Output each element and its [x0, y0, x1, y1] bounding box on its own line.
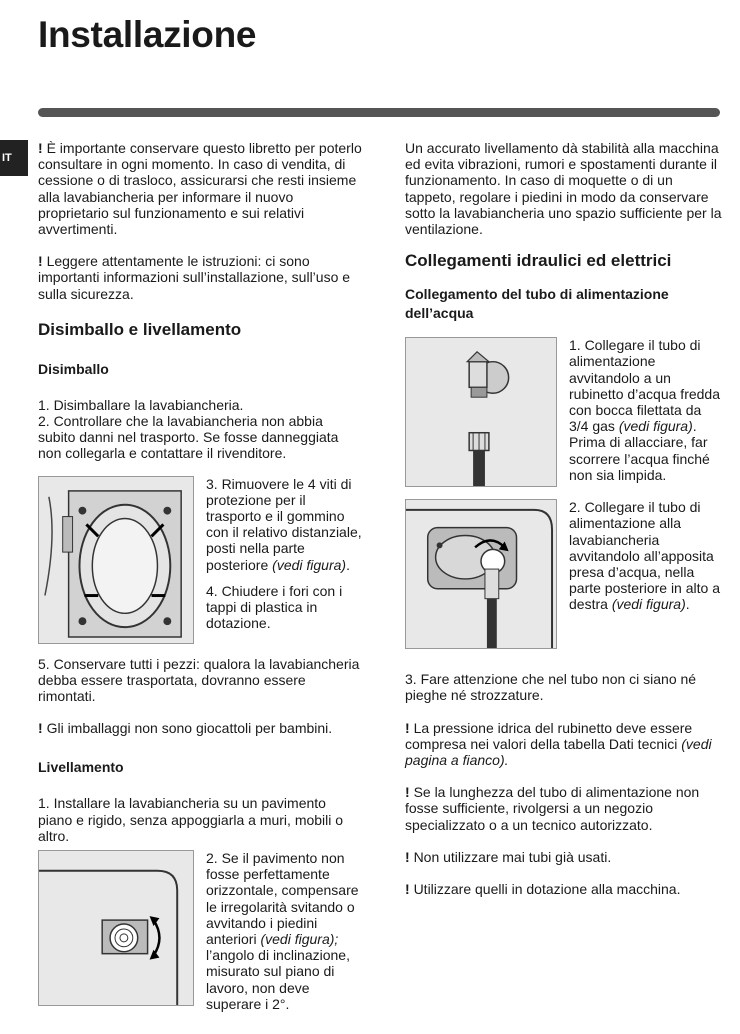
- warning-icon: !: [405, 784, 410, 801]
- hose-step-2: 2. Collegare il tubo di alimentazione alla lavabiancheria avvitandolo all’apposita presa d’acqua, nella parte posteriore in alto a destra (vedi figura).: [569, 499, 720, 613]
- figure-row-inlet: [405, 499, 723, 649]
- figure-row-rear-screws: [38, 476, 364, 644]
- pressure-warning: ! La pressione idrica del rubinetto deve essere compresa nei valori della tabella Dati tecnici (vedi pagina a fianco).: [405, 719, 712, 769]
- unpack-steps: 1. Disimballare la lavabiancheria. 2. Controllare che la lavabiancheria non abbia subito danni nel trasporto. Se fosse danneggiata non collegarla e contattare il rivenditore.: [38, 396, 339, 462]
- rear-screws-text: [206, 476, 364, 644]
- section-heading-connections: Collegamenti idraulici ed elettrici: [405, 251, 672, 271]
- subsection-heading-leveling: Livellamento: [38, 759, 124, 776]
- warning-icon: !: [38, 720, 43, 737]
- section-heading-unpacking-leveling: Disimballo e livellamento: [38, 319, 242, 339]
- feet-text: [206, 850, 364, 1022]
- inlet-text: [569, 499, 723, 649]
- water-tap-figure: [405, 337, 557, 487]
- subsection-heading-unpacking: Disimballo: [38, 360, 109, 377]
- warning-icon: !: [405, 848, 410, 865]
- figure-row-tap: [405, 337, 723, 487]
- supplied-hose-note: ! Utilizzare quelli in dotazione alla macchina.: [405, 881, 681, 898]
- warning-icon: !: [38, 253, 43, 270]
- intro-note-2: ! Leggere attentamente le istruzioni: ci sono importanti informazioni sull’installazione, sull’uso e sulla sicurezza.: [38, 253, 351, 302]
- adjustable-feet-figure: [38, 850, 194, 1006]
- figure-row-feet: [38, 850, 364, 1022]
- leveling-paragraph: Un accurato livellamento dà stabilità alla macchina ed evita vibrazioni, rumori e spostamenti durante il funzionamento. In caso di moquette o di un tappeto, regolare i piedini in modo da conservare sotto la lavabiancheria uno spazio sufficiente per la ventilazione.: [405, 140, 722, 238]
- tap-text: [569, 337, 723, 487]
- step-4: 4. Chiudere i fori con i tappi di plastica in dotazione.: [206, 582, 343, 632]
- used-hose-warning: ! Non utilizzare mai tubi già usati.: [405, 848, 612, 865]
- hose-length-warning: ! Se la lunghezza del tubo di alimentazione non fosse sufficiente, rivolgersi a un negozio specializzato o a un tecnico autorizzato.: [405, 784, 700, 833]
- page-title: Installazione: [38, 14, 257, 55]
- level-step-1: 1. Installare la lavabiancheria su un pavimento piano e rigido, senza appoggiarla a muri, mobili o altro.: [38, 795, 344, 844]
- warning-icon: !: [38, 140, 43, 156]
- water-inlet-figure: [405, 499, 557, 649]
- level-step-2: 2. Se il pavimento non fosse perfettamente orizzontale, compensare le irregolarità svitando o avvitando i piedini anteriori (vedi figura); l’angolo di inclinazione, misurato sul piano di lavoro, non deve superare i 2°.: [206, 850, 359, 1012]
- rear-screws-figure: [38, 476, 194, 644]
- warning-icon: !: [405, 719, 410, 736]
- step-5: 5. Conservare tutti i pezzi: qualora la lavabiancheria debba essere trasportata, dovranno essere rimontati.: [38, 655, 360, 705]
- hose-step-1: 1. Collegare il tubo di alimentazione avvitandolo a un rubinetto d’acqua fredda con bocca filettata da 3/4 gas (vedi figura). Prima di allacciare, far scorrere l’acqua finché non sia limpida.: [569, 337, 720, 483]
- subsection-heading-water-hose: Collegamento del tubo di alimentazione dell’acqua: [405, 286, 669, 322]
- right-column: [405, 140, 723, 913]
- intro-note-1: ! È importante conservare questo libretto per poterlo consultare in ogni momento. In caso di vendita, di cessione o di trasloco, assicurarsi che resti insieme alla lavabiancheria per informare il nuovo proprietario sul funzionamento e sui relativi avvertimenti.: [38, 140, 362, 238]
- warning-icon: !: [405, 881, 410, 898]
- hose-step-3: 3. Fare attenzione che nel tubo non ci siano né pieghe né strozzature.: [405, 671, 697, 704]
- left-column: [38, 140, 364, 1034]
- language-tab: IT: [0, 140, 28, 176]
- packaging-warning: ! Gli imballaggi non sono giocattoli per bambini.: [38, 720, 333, 737]
- title-divider: [38, 108, 720, 117]
- step-3: 3. Rimuovere le 4 viti di protezione per il trasporto e il gommino con il relativo distanziale, posti nella parte posteriore (vedi figura).: [206, 475, 362, 573]
